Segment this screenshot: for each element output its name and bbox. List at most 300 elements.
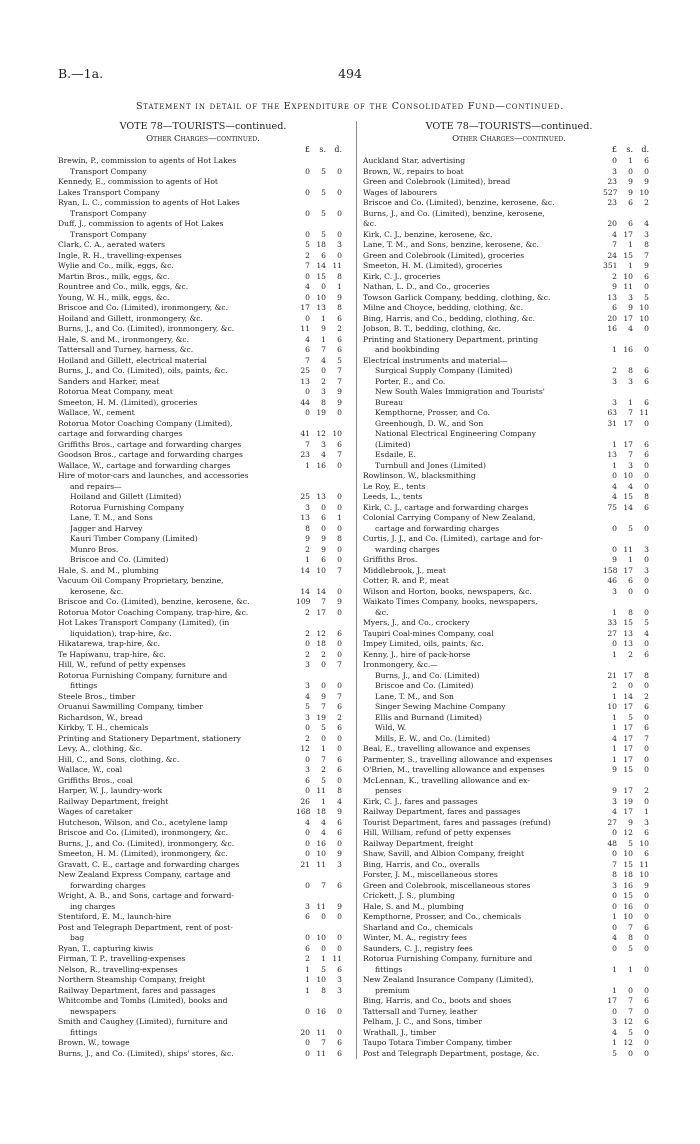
- pence-value: 6: [644, 1017, 649, 1026]
- pounds-value: 13: [607, 292, 617, 302]
- pounds-value: 0: [305, 387, 310, 396]
- pounds-value: 10: [607, 702, 617, 711]
- pounds-value: 6: [305, 345, 310, 354]
- shillings-value: 17: [623, 565, 633, 575]
- shillings-value: 1: [321, 313, 326, 323]
- expenditure-description: newspapers: [70, 1006, 117, 1016]
- expenditure-description: Leeds, L., tents: [363, 492, 423, 501]
- pounds-value: 0: [612, 471, 617, 480]
- expenditure-description: Richardson, W., bread: [58, 712, 143, 722]
- left-column: [58, 121, 348, 1059]
- shillings-value: 17: [623, 418, 633, 428]
- pounds-value: 25: [300, 492, 310, 501]
- expenditure-description: Hot Lakes Transport Company (Limited), (in: [58, 618, 230, 627]
- pounds-value: 21: [607, 670, 617, 680]
- expenditure-row: [58, 807, 348, 818]
- expenditure-description: Saunders, C. J., registry fees: [363, 943, 473, 953]
- pence-value: 10: [639, 313, 649, 323]
- expenditure-row: [58, 797, 348, 808]
- pence-value: 7: [337, 565, 342, 575]
- expenditure-description: Briscoe and Co. (Limited), benzine, kerosene, &c.: [363, 198, 555, 207]
- pounds-value: 13: [607, 450, 617, 459]
- expenditure-row: [363, 356, 655, 367]
- expenditure-description: Hill, C., and Sons, clothing, &c.: [58, 754, 180, 764]
- expenditure-description: Wages of labourers: [363, 187, 438, 197]
- pounds-value: 7: [305, 439, 310, 449]
- pence-value: 10: [639, 303, 649, 312]
- expenditure-row: [363, 986, 655, 997]
- shillings-value: 16: [316, 1006, 326, 1016]
- expenditure-description: Gravatt, C. E., cartage and forwarding charges: [58, 859, 240, 869]
- pence-value: 6: [644, 922, 649, 932]
- pence-value: 0: [644, 586, 649, 596]
- pounds-value: 20: [300, 1027, 310, 1037]
- pence-value: 8: [644, 670, 649, 680]
- shillings-value: 16: [623, 901, 633, 911]
- expenditure-row: [58, 713, 348, 724]
- pounds-value: 7: [305, 261, 310, 270]
- expenditure-description: Burns, J., and Co. (Limited), ships' stores, &c.: [58, 1048, 234, 1058]
- expenditure-row: [363, 639, 655, 650]
- expenditure-description: Hoiland and Gillett, electrical material: [58, 355, 207, 365]
- pounds-value: 1: [612, 744, 617, 753]
- expenditure-row: [58, 839, 348, 850]
- expenditure-row: [58, 965, 348, 976]
- pence-value: 9: [644, 880, 649, 890]
- pence-value: 4: [644, 219, 649, 228]
- pence-value: 0: [337, 1027, 342, 1037]
- expenditure-description: kerosene, &c.: [70, 586, 124, 596]
- expenditure-description: Curtis, J. J., and Co. (Limited), cartage and for-: [363, 534, 543, 543]
- expenditure-row: [58, 177, 348, 188]
- shillings-value: 0: [321, 943, 326, 953]
- pounds-value: 0: [305, 754, 310, 764]
- expenditure-row: [363, 954, 655, 965]
- expenditure-row: [58, 723, 348, 734]
- shillings-value: 4: [628, 481, 633, 491]
- shillings-value: 13: [623, 628, 633, 638]
- shillings-value: 5: [628, 523, 633, 533]
- shillings-value: 14: [623, 691, 633, 701]
- expenditure-description: Wages of caretaker: [58, 807, 133, 816]
- expenditure-row: [363, 839, 655, 850]
- pence-value: 6: [644, 849, 649, 858]
- pence-value: 8: [644, 240, 649, 249]
- expenditure-row: [58, 870, 348, 881]
- shillings-value: 14: [623, 502, 633, 512]
- expenditure-description: Tattersall and Turney, harness, &c.: [58, 345, 194, 354]
- expenditure-description: Mills, E. W., and Co. (Limited): [375, 733, 491, 743]
- pence-value: 3: [644, 565, 649, 575]
- shillings-value: 15: [623, 618, 633, 627]
- expenditure-row: [363, 650, 655, 661]
- pence-value: 0: [337, 607, 342, 617]
- pounds-value: 7: [305, 355, 310, 365]
- pence-value: 8: [337, 786, 342, 795]
- expenditure-description: Hire of motor-cars and launches, and accessories: [58, 471, 249, 480]
- expenditure-row: [363, 198, 655, 209]
- pounds-value: 0: [305, 933, 310, 942]
- expenditure-row: [363, 702, 655, 713]
- expenditure-description: Burns, J., and Co. (Limited), ironmongery, &c.: [58, 324, 235, 333]
- shillings-value: 7: [628, 1006, 633, 1016]
- shillings-value: 17: [623, 439, 633, 449]
- shillings-value: 5: [321, 208, 326, 218]
- expenditure-row: [363, 303, 655, 314]
- pence-value: 6: [644, 366, 649, 375]
- shillings-value: 6: [628, 198, 633, 207]
- pence-value: 6: [337, 628, 342, 638]
- expenditure-description: Waikato Times Company, books, newspapers,: [363, 597, 538, 606]
- shillings-value: 10: [623, 849, 633, 858]
- pounds-value: 0: [305, 880, 310, 890]
- pounds-value: 3: [305, 765, 310, 774]
- expenditure-description: fittings: [375, 964, 403, 974]
- pence-value: 6: [644, 439, 649, 449]
- shillings-value: 19: [316, 712, 326, 722]
- expenditure-description: Rotorua Motor Coaching Company, trap-hire, &c.: [58, 607, 249, 617]
- expenditure-row: [58, 954, 348, 965]
- expenditure-description: New Zealand Insurance Company (Limited),: [363, 975, 534, 984]
- expenditure-row: [363, 293, 655, 304]
- expenditure-description: liquidation), trap-hire, &c.: [70, 628, 172, 638]
- expenditure-row: [58, 933, 348, 944]
- expenditure-description: fittings: [70, 681, 98, 690]
- pence-value: 0: [337, 1006, 342, 1016]
- expenditure-row: [363, 492, 655, 503]
- expenditure-row: [363, 167, 655, 178]
- expenditure-row: [58, 975, 348, 986]
- expenditure-description: Wallace, W., cement: [58, 408, 135, 417]
- expenditure-description: New South Wales Immigration and Tourists': [375, 387, 545, 396]
- expenditure-row: [363, 881, 655, 892]
- expenditure-row: [58, 818, 348, 829]
- expenditure-row: [58, 881, 348, 892]
- shillings-value: 0: [628, 681, 633, 690]
- pounds-header: £: [304, 145, 310, 154]
- pounds-value: 1: [612, 912, 617, 921]
- pence-value: 0: [644, 576, 649, 585]
- expenditure-description: Wild, W.: [375, 723, 407, 732]
- pence-value: 0: [644, 744, 649, 753]
- pounds-value: 7: [612, 859, 617, 869]
- pounds-value: 31: [607, 418, 617, 428]
- shillings-value: 19: [623, 796, 633, 806]
- expenditure-description: Nathan, L. D., and Co., groceries: [363, 282, 490, 291]
- shillings-value: 15: [623, 765, 633, 774]
- pence-value: 0: [644, 1048, 649, 1058]
- expenditure-description: Transport Company: [70, 166, 147, 176]
- expenditure-description: Wright, A. B., and Sons, cartage and forward-: [58, 891, 234, 900]
- pence-value: 7: [644, 250, 649, 260]
- expenditure-description: Printing and Stationery Department, stationery: [58, 733, 241, 743]
- shillings-value: 8: [628, 366, 633, 375]
- expenditure-description: (Limited): [375, 439, 411, 449]
- expenditure-description: Ironmongery, &c.—: [363, 660, 438, 669]
- pence-value: 3: [644, 544, 649, 554]
- pence-value: 0: [337, 523, 342, 533]
- pounds-value: 2: [612, 681, 617, 690]
- expenditure-row: [363, 965, 655, 976]
- expenditure-description: Middlebrook, J., meat: [363, 565, 446, 575]
- pounds-value: 3: [612, 166, 617, 176]
- expenditure-description: Oruanui Sawmilling Company, timber: [58, 702, 203, 711]
- expenditure-row: [58, 335, 348, 346]
- expenditure-row: [363, 272, 655, 283]
- shillings-value: 14: [316, 586, 326, 596]
- pence-value: 10: [639, 870, 649, 879]
- pounds-value: 46: [607, 576, 617, 585]
- expenditure-row: [58, 450, 348, 461]
- expenditure-row: [58, 314, 348, 325]
- shillings-value: 18: [623, 870, 633, 879]
- expenditure-description: Colonial Carrying Company of New Zealand,: [363, 513, 536, 522]
- shillings-value: 8: [321, 397, 326, 407]
- right-column: [356, 121, 655, 1059]
- expenditure-row: [363, 944, 655, 955]
- expenditure-description: Green and Colebrook (Limited), groceries: [363, 250, 525, 260]
- pounds-value: 14: [300, 565, 310, 575]
- pence-value: 0: [644, 943, 649, 953]
- pounds-value: 0: [612, 901, 617, 911]
- pence-value: 9: [337, 597, 342, 606]
- page-number: 494: [338, 66, 362, 81]
- expenditure-row: [58, 408, 348, 419]
- shillings-value: 9: [321, 534, 326, 543]
- expenditure-description: forwarding charges: [70, 880, 146, 890]
- shillings-value: 1: [628, 397, 633, 407]
- shillings-value: 11: [316, 1027, 326, 1037]
- pence-value: 0: [337, 639, 342, 648]
- pence-value: 0: [644, 681, 649, 690]
- shillings-header: s.: [319, 145, 326, 154]
- pence-value: 3: [337, 975, 342, 984]
- pence-value: 0: [337, 250, 342, 260]
- pounds-value: 5: [305, 702, 310, 711]
- pounds-value: 13: [300, 376, 310, 386]
- pounds-value: 1: [612, 723, 617, 732]
- expenditure-description: Clark, C. A., aerated waters: [58, 240, 166, 249]
- pounds-value: 4: [612, 481, 617, 491]
- expenditure-description: Bing, Harris, and Co., overalls: [363, 859, 480, 869]
- shillings-value: 2: [321, 649, 326, 659]
- expenditure-description: Wilson and Horton, books, newspapers, &c.: [363, 586, 532, 596]
- pounds-value: 1: [612, 712, 617, 722]
- expenditure-description: Rotorua Furnishing Company, furniture and: [363, 954, 533, 963]
- pounds-value: 9: [612, 786, 617, 795]
- expenditure-row: [58, 597, 348, 608]
- expenditure-row: [58, 755, 348, 766]
- pence-value: 4: [644, 628, 649, 638]
- expenditure-row: [363, 240, 655, 251]
- shillings-value: 2: [321, 376, 326, 386]
- expenditure-description: warding charges: [375, 544, 440, 554]
- expenditure-row: [363, 524, 655, 535]
- pounds-value: 3: [305, 502, 310, 512]
- expenditure-description: Brewin, P., commission to agents of Hot Lakes: [58, 156, 237, 165]
- shillings-value: 7: [628, 408, 633, 417]
- pounds-value: 1: [305, 985, 310, 995]
- pounds-value: 14: [300, 586, 310, 596]
- expenditure-row: [363, 776, 655, 787]
- expenditure-description: Harper, W. J., laundry-work: [58, 786, 163, 795]
- expenditure-description: Greenhough, D. W., and Son: [375, 418, 484, 428]
- shillings-value: 12: [623, 1017, 633, 1026]
- expenditure-row: [363, 314, 655, 325]
- pounds-value: 1: [305, 964, 310, 974]
- expenditure-description: Smeeton, H. M. (Limited), groceries: [363, 261, 503, 270]
- expenditure-description: &c.: [375, 607, 389, 617]
- pounds-value: 1: [612, 439, 617, 449]
- expenditure-description: Sanders and Harker, meat: [58, 376, 160, 386]
- pounds-value: 109: [296, 597, 311, 606]
- pence-value: 0: [337, 166, 342, 176]
- pence-value: 0: [644, 345, 649, 354]
- pounds-value: 9: [612, 282, 617, 291]
- expenditure-description: Jobson, B. T., bedding, clothing, &c.: [363, 324, 501, 333]
- pounds-value: 63: [607, 408, 617, 417]
- expenditure-row: [58, 209, 348, 220]
- shillings-value: 5: [628, 712, 633, 722]
- expenditure-description: bag: [70, 933, 85, 942]
- pence-value: 10: [639, 838, 649, 848]
- shillings-value: 4: [321, 355, 326, 365]
- pence-value: 0: [337, 733, 342, 743]
- pounds-value: 6: [612, 303, 617, 312]
- expenditure-description: Rowlinson, W., blacksmithing: [363, 471, 476, 480]
- expenditure-description: Hale, S. and M., ironmongery, &c.: [58, 334, 190, 344]
- pence-value: 1: [644, 807, 649, 816]
- pence-value: 6: [337, 1048, 342, 1058]
- pence-value: 6: [644, 376, 649, 386]
- expenditure-row: [58, 555, 348, 566]
- expenditure-row: [58, 860, 348, 871]
- shillings-value: 1: [628, 964, 633, 974]
- pounds-value: 4: [612, 229, 617, 239]
- expenditure-row: [363, 996, 655, 1007]
- pounds-value: 23: [607, 198, 617, 207]
- pence-value: 0: [644, 282, 649, 291]
- expenditure-description: Griffiths Bros.: [363, 555, 418, 564]
- shillings-value: 0: [321, 733, 326, 743]
- pence-value: 0: [337, 838, 342, 848]
- shillings-value: 7: [321, 345, 326, 354]
- expenditure-row: [363, 219, 655, 230]
- pence-value: 2: [644, 786, 649, 795]
- expenditure-description: Beal, E., travelling allowance and expenses: [363, 744, 531, 753]
- shillings-value: 2: [628, 649, 633, 659]
- expenditure-row: [58, 324, 348, 335]
- shillings-value: 18: [316, 807, 326, 816]
- expenditure-description: Nelson, R., travelling-expenses: [58, 964, 178, 974]
- expenditure-description: Stentiford, E. M., launch-hire: [58, 912, 172, 921]
- pounds-value: 8: [612, 870, 617, 879]
- expenditure-row: [58, 167, 348, 178]
- expenditure-description: Duff, J., commission to agents of Hot Lakes: [58, 219, 224, 228]
- shillings-value: 10: [316, 975, 326, 984]
- expenditure-row: [363, 555, 655, 566]
- expenditure-description: Post and Telegraph Department, postage, &c.: [363, 1048, 540, 1058]
- shillings-value: 10: [623, 471, 633, 480]
- pounds-value: 3: [612, 796, 617, 806]
- expenditure-description: Whitcombe and Tombs (Limited), books and: [58, 996, 228, 1005]
- pence-value: 8: [337, 271, 342, 281]
- expenditure-description: Green and Colebrook (Limited), bread: [363, 177, 511, 186]
- vote-heading: VOTE 78—TOURISTS—continued.: [425, 121, 593, 132]
- expenditure-description: Kempthorne, Prosser, and Co.: [375, 408, 490, 417]
- shillings-value: 17: [316, 607, 326, 617]
- expenditure-row: [363, 1017, 655, 1028]
- shillings-value: 12: [316, 628, 326, 638]
- shillings-value: 15: [316, 271, 326, 281]
- shillings-value: 5: [321, 229, 326, 239]
- pounds-value: 27: [607, 817, 617, 827]
- expenditure-description: Vacuum Oil Company Proprietary, benzine,: [58, 576, 224, 585]
- expenditure-row: [363, 828, 655, 839]
- pence-value: 11: [332, 261, 342, 270]
- pence-value: 6: [644, 702, 649, 711]
- pence-value: 6: [337, 439, 342, 449]
- expenditure-description: Bing, Harris, and Co., bedding, clothing, &c.: [363, 313, 536, 323]
- shillings-value: 13: [316, 303, 326, 312]
- expenditure-row: [58, 765, 348, 776]
- pounds-value: 17: [300, 303, 310, 312]
- expenditure-description: Singer Sewing Machine Company: [375, 702, 506, 711]
- expenditure-row: [58, 776, 348, 787]
- shillings-value: 0: [628, 586, 633, 596]
- pounds-value: 3: [305, 901, 310, 911]
- pence-value: 9: [337, 901, 342, 911]
- pounds-value: 2: [305, 607, 310, 617]
- expenditure-description: Lane, T. M., and Sons, benzine, kerosene, &c.: [363, 240, 539, 249]
- expenditure-description: Milne and Choyce, bedding, clothing, &c.: [363, 303, 523, 312]
- expenditure-row: [58, 828, 348, 839]
- pence-value: 5: [337, 355, 342, 365]
- pounds-value: 0: [612, 849, 617, 858]
- expenditure-row: [363, 398, 655, 409]
- expenditure-description: premium: [375, 985, 410, 995]
- pounds-value: 17: [607, 996, 617, 1005]
- expenditure-row: [363, 345, 655, 356]
- pence-value: 6: [644, 397, 649, 407]
- shillings-value: 9: [321, 324, 326, 333]
- pounds-value: 0: [612, 891, 617, 900]
- expenditure-row: [363, 482, 655, 493]
- expenditure-description: Briscoe and Co. (Limited): [70, 555, 169, 564]
- expenditure-row: [363, 660, 655, 671]
- pence-value: 6: [337, 754, 342, 764]
- expenditure-description: Tourist Department, fares and passages (refund): [363, 817, 551, 827]
- expenditure-description: Surgical Supply Company (Limited): [375, 366, 513, 375]
- pounds-value: 1: [612, 691, 617, 701]
- pence-value: 0: [337, 775, 342, 785]
- shillings-value: 5: [321, 964, 326, 974]
- shillings-value: 1: [628, 156, 633, 165]
- pounds-value: 1: [612, 964, 617, 974]
- expenditure-row: [58, 986, 348, 997]
- expenditure-row: [363, 692, 655, 703]
- pence-value: 7: [337, 376, 342, 386]
- vote-heading: VOTE 78—TOURISTS—continued.: [119, 121, 287, 132]
- expenditure-row: [363, 188, 655, 199]
- expenditure-description: Wylie and Co., milk, eggs, &c.: [58, 261, 174, 270]
- expenditure-row: [363, 587, 655, 598]
- expenditure-description: cartage and forwarding charges: [58, 429, 183, 438]
- pence-value: 1: [337, 282, 342, 291]
- pence-value: 0: [644, 607, 649, 617]
- expenditure-row: [363, 408, 655, 419]
- pounds-value: 3: [305, 681, 310, 690]
